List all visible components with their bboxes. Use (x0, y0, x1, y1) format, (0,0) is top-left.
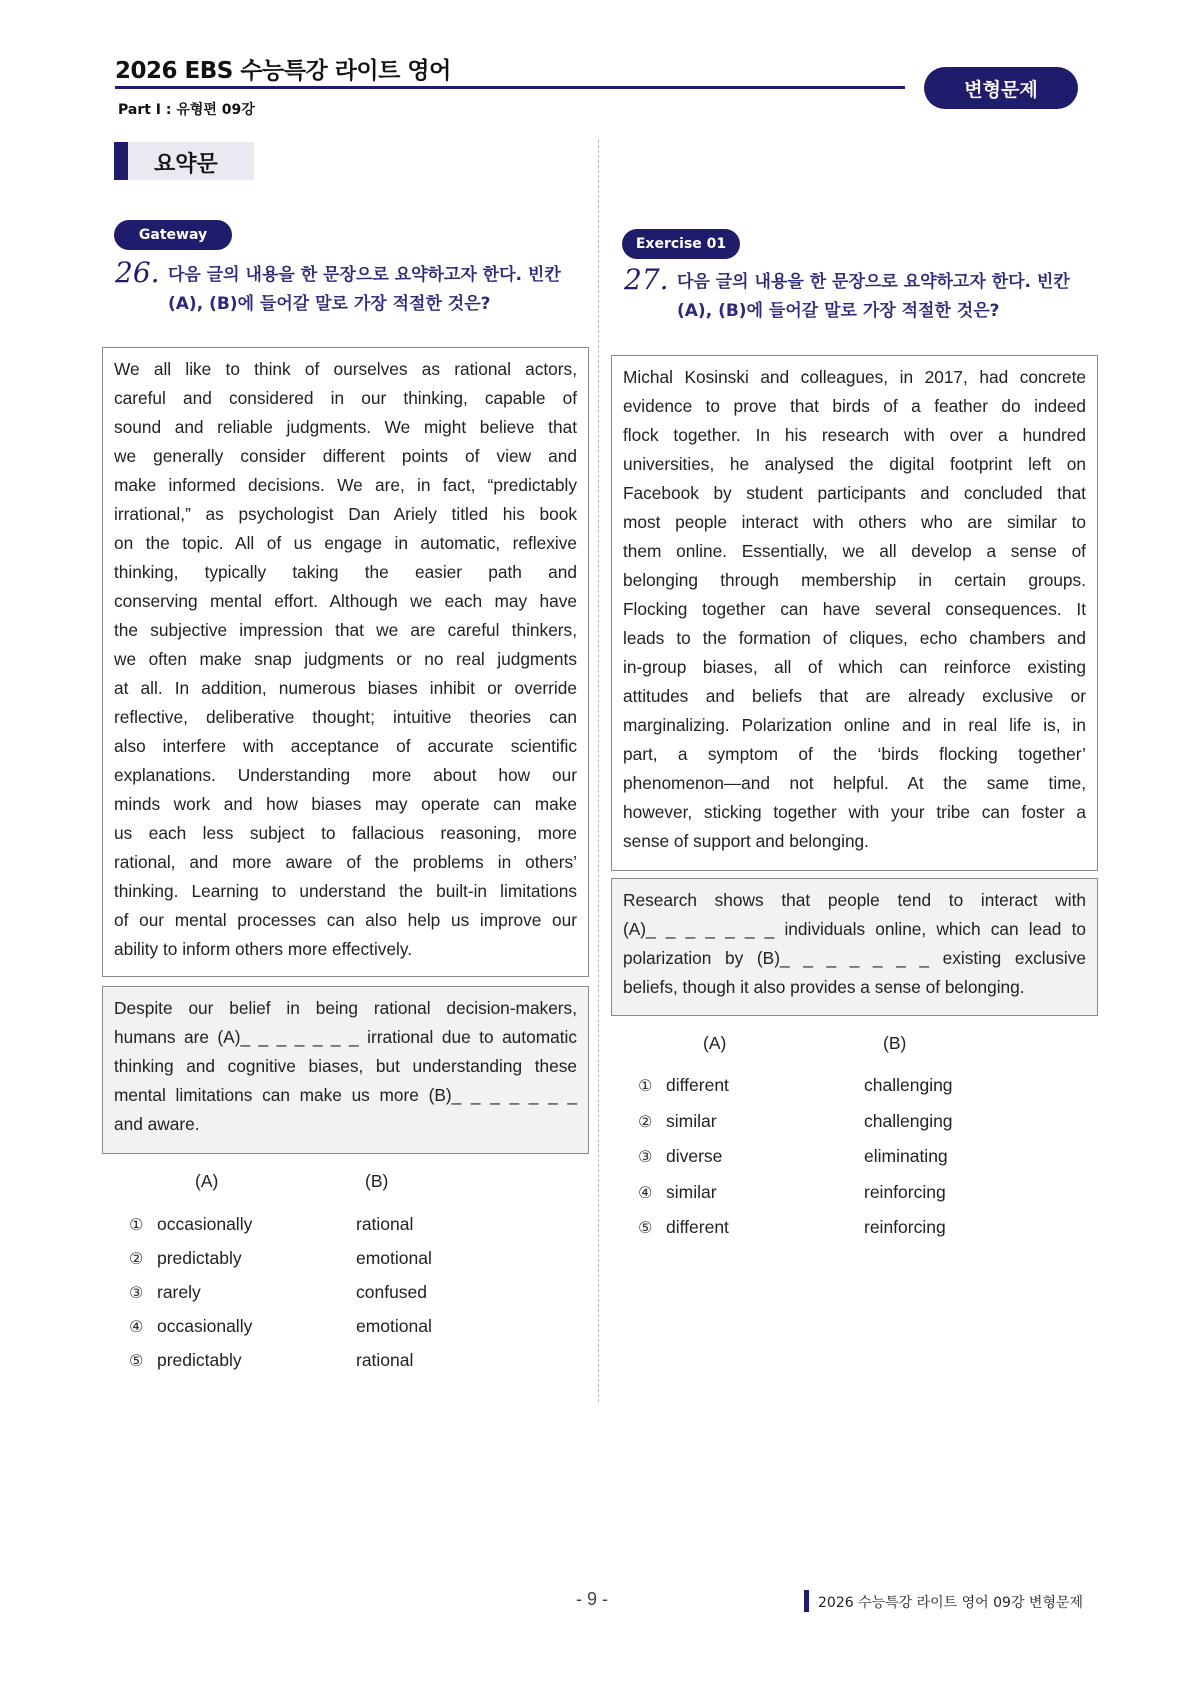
passage-line: irrational,” as psychologist Dan Ariely titled his book (114, 504, 577, 524)
summary-26 (102, 986, 589, 1154)
passage-line: thinking. Learning to understand the built-in limitations (114, 881, 577, 901)
passage-line: minds work and how biases may operate can make (114, 794, 577, 814)
choice-number[interactable]: ① (638, 1076, 653, 1095)
passage-line: make informed decisions. We are, in fact, “predictably (114, 475, 577, 495)
choice-option-b: eliminating (864, 1146, 948, 1166)
passage-line: marginalizing. Polarization online and in real life is, in (623, 715, 1086, 735)
choice-option-b: reinforcing (864, 1217, 946, 1237)
passage-line: careful and considered in our thinking, capable of (114, 388, 577, 408)
summary-line: thinking and cognitive biases, but understanding these (114, 1056, 577, 1076)
choice-number[interactable]: ⑤ (638, 1218, 653, 1237)
passage-line: explanations. Understanding more about how our (114, 765, 577, 785)
column-divider (598, 140, 599, 1402)
choices-27-header-a: (A) (703, 1033, 727, 1053)
passage-line: thinking, typically taking the easier path and (114, 562, 577, 582)
choice-option-a: similar (666, 1181, 717, 1202)
choice-number[interactable]: ④ (638, 1182, 653, 1202)
passage-line: reflective, deliberative thought; intuitive theories can (114, 707, 577, 727)
question-prompt-27-line1: 다음 글의 내용을 한 문장으로 요약하고자 한다. 빈칸 (677, 272, 1070, 292)
passage-26 (102, 347, 589, 977)
choice-option-a: different (666, 1217, 729, 1237)
passage-line: however, sticking together with your tribe can foster a (623, 802, 1086, 822)
choice-number[interactable]: ③ (129, 1283, 144, 1302)
passage-line: also interfere with acceptance of accurate scientific (114, 736, 577, 756)
choice-option-b: challenging (864, 1075, 953, 1095)
section-title: 요약문 (154, 152, 218, 177)
footer-bar (804, 1590, 809, 1612)
page-number: - 9 - (576, 1589, 609, 1609)
section-heading (114, 142, 254, 180)
choice-number[interactable]: ② (129, 1249, 144, 1268)
header-divider (115, 86, 905, 89)
passage-line: Michal Kosinski and colleagues, in 2017, had concrete (623, 367, 1086, 387)
variant-badge: 변형문제 (924, 67, 1078, 109)
passage-line: the subjective impression that we are careful thinkers, (114, 620, 577, 640)
passage-line: Facebook by student participants and concluded that (623, 483, 1086, 503)
part-label: Part Ⅰ : 유형편 09강 (118, 102, 255, 118)
exercise-tag: Exercise 01 (622, 229, 740, 259)
choice-number[interactable]: ② (638, 1111, 653, 1131)
passage-27 (611, 355, 1098, 871)
passage-line: most people interact with others who are similar to (623, 512, 1086, 532)
summary-line: Research shows that people tend to interact with (623, 890, 1086, 910)
passage-line: of our mental processes can also help us improve our (114, 910, 577, 930)
question-prompt-26-line1: 다음 글의 내용을 한 문장으로 요약하고자 한다. 빈칸 (168, 265, 561, 285)
choice-option-a: predictably (157, 1350, 242, 1370)
summary-line: humans are (A)_ _ _ _ _ _ _ irrational due to automatic (114, 1027, 577, 1047)
passage-line: in-group biases, all of which can reinforce existing (623, 657, 1086, 677)
passage-line: part, a symptom of the ‘birds flocking together’ (623, 744, 1086, 764)
choices-26-header-a: (A) (195, 1171, 219, 1191)
choice-option-a: occasionally (157, 1316, 253, 1336)
passage-line: phenomenon—and not helpful. At the same time, (623, 773, 1086, 793)
choice-option-b: rational (356, 1214, 414, 1234)
choice-option-b: rational (356, 1350, 414, 1370)
section-heading-bar (114, 142, 128, 180)
passage-line: at all. In addition, numerous biases inhibit or override (114, 678, 577, 698)
choice-option-a: predictably (157, 1248, 242, 1268)
choice-number[interactable]: ⑤ (129, 1351, 144, 1370)
summary-line: polarization by (B)_ _ _ _ _ _ _ existing exclusive (623, 948, 1086, 968)
summary-line: Despite our belief in being rational decision-makers, (114, 998, 577, 1018)
passage-line: sound and reliable judgments. We might believe that (114, 417, 577, 437)
question-number-27: 27. (624, 263, 669, 296)
choices-27-header-b: (B) (883, 1033, 907, 1053)
footer-label: 2026 수능특강 라이트 영어 09강 변형문제 (818, 1595, 1084, 1611)
passage-line: we generally consider different points of view and (114, 446, 577, 466)
passage-line: leads to the formation of cliques, echo chambers and (623, 628, 1086, 648)
passage-line: belonging through membership in certain groups. (623, 570, 1086, 590)
gateway-tag: Gateway (114, 220, 232, 250)
choice-option-b: confused (356, 1282, 428, 1302)
passage-line: sense of support and belonging. (623, 831, 869, 851)
passage-line: flock together. In his research with over a hundred (623, 425, 1086, 445)
passage-line: We all like to think of ourselves as rational actors, (114, 359, 577, 379)
passage-line: us each less subject to fallacious reasoning, more (114, 823, 577, 843)
summary-27 (611, 878, 1098, 1016)
question-prompt-26-line2: (A), (B)에 들어갈 말로 가장 적절한 것은? (168, 294, 491, 314)
choice-option-b: emotional (356, 1248, 432, 1268)
choice-option-b: emotional (356, 1316, 432, 1336)
passage-line: rational, and more aware of the problems in others’ (114, 852, 577, 872)
choice-option-a: rarely (157, 1282, 201, 1302)
choice-option-b: reinforcing (864, 1181, 946, 1202)
choice-number[interactable]: ④ (129, 1317, 144, 1336)
choice-number[interactable]: ① (129, 1215, 144, 1234)
passage-line: on the topic. All of us engage in automatic, reflexive (114, 533, 577, 553)
summary-line: mental limitations can make us more (B)_ _ _ _ _ _ _ (114, 1085, 577, 1105)
choice-number[interactable]: ③ (638, 1147, 653, 1166)
summary-line: (A)_ _ _ _ _ _ _ individuals online, which can lead to (623, 919, 1086, 939)
passage-line: universities, he analysed the digital footprint left on (623, 454, 1086, 474)
summary-line: beliefs, though it also provides a sense of belonging. (623, 977, 1025, 997)
passage-line: we often make snap judgments or no real judgments (114, 649, 577, 669)
book-title: 2026 EBS 수능특강 라이트 영어 (115, 58, 451, 84)
choices-26-header-b: (B) (365, 1171, 389, 1191)
question-number-26: 26. (115, 256, 160, 289)
passage-line: them online. Essentially, we all develop a sense of (623, 541, 1086, 561)
question-prompt-27-line2: (A), (B)에 들어갈 말로 가장 적절한 것은? (677, 301, 1000, 321)
choice-option-a: occasionally (157, 1214, 253, 1234)
choice-option-a: similar (666, 1110, 717, 1131)
passage-line: evidence to prove that birds of a feather do indeed (623, 396, 1086, 416)
choice-option-b: challenging (864, 1110, 953, 1131)
passage-line: Flocking together can have several consequences. It (623, 599, 1086, 619)
passage-line: conserving mental effort. Although we each may have (114, 591, 577, 611)
passage-line: ability to inform others more effectively. (114, 939, 413, 959)
passage-line: attitudes and beliefs that are already exclusive or (623, 686, 1086, 706)
choice-option-a: different (666, 1075, 729, 1095)
choice-option-a: diverse (666, 1146, 723, 1166)
summary-line: and aware. (114, 1114, 200, 1134)
